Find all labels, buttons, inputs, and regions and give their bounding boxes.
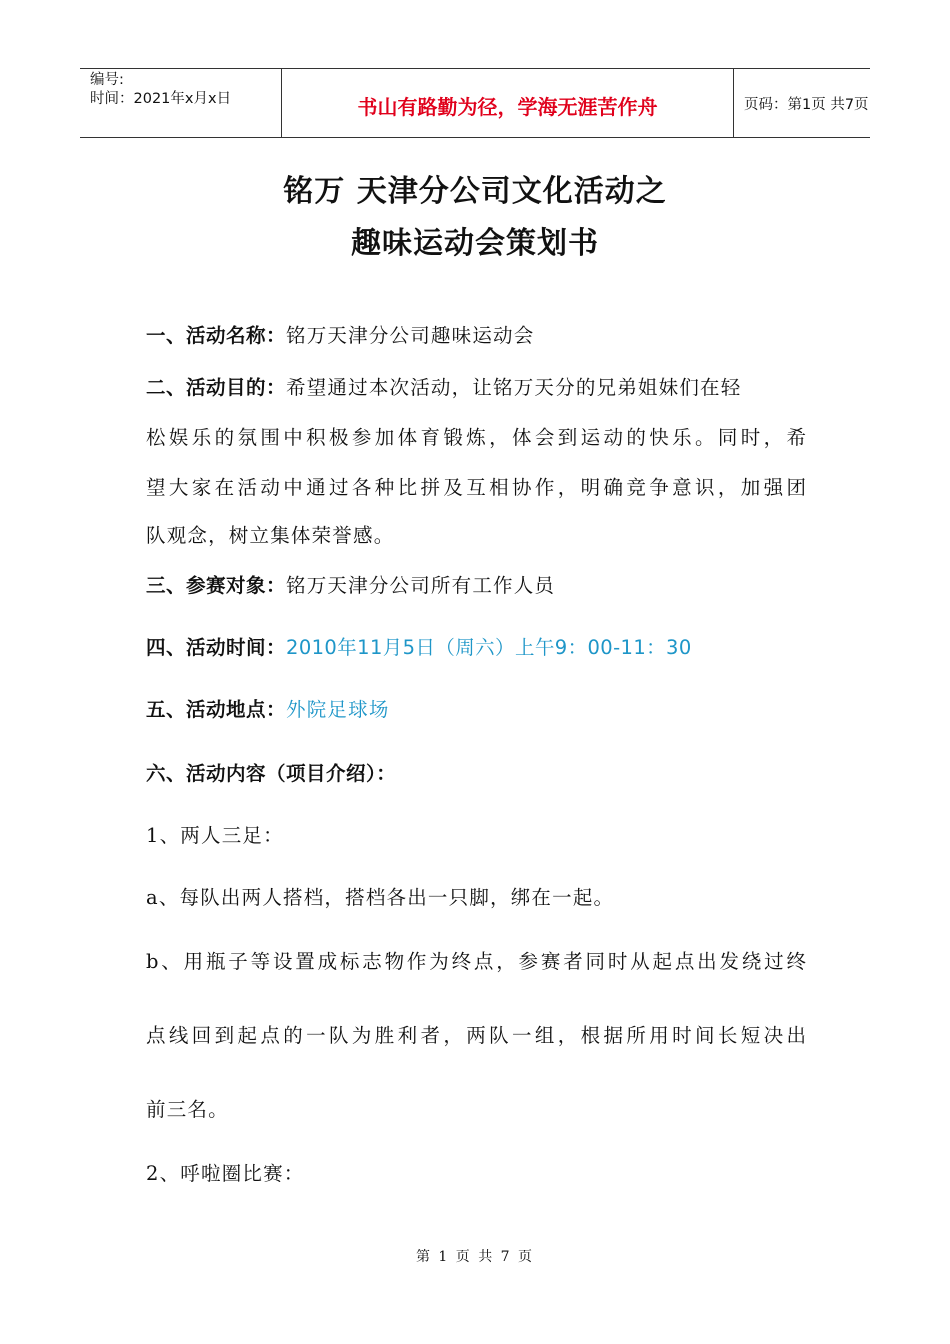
header-meta-cell bbox=[80, 69, 282, 137]
section-label: 三、参赛对象： bbox=[146, 574, 287, 597]
paragraph-line: 队观念，树立集体荣誉感。 bbox=[146, 524, 395, 547]
section-text: 外院足球场 bbox=[286, 698, 390, 721]
section-location bbox=[146, 694, 390, 722]
section-label: 四、活动时间： bbox=[146, 636, 287, 659]
item-1-heading: 1、两人三足： bbox=[146, 824, 284, 847]
paragraph-line: 松娱乐的氛围中积极参加体育锻炼，体会到运动的快乐。同时，希 bbox=[146, 426, 806, 449]
item-1a: a、每队出两人搭档，搭档各出一只脚，绑在一起。 bbox=[146, 886, 615, 909]
paragraph-line: b、用瓶子等设置成标志物作为终点，参赛者同时从起点出发绕过终 bbox=[146, 950, 806, 973]
item-1b-line-1 bbox=[146, 946, 806, 974]
section-participants bbox=[146, 570, 555, 598]
section-content-heading bbox=[146, 758, 396, 786]
item-1b-line-2 bbox=[146, 1020, 806, 1048]
item-2-heading: 2、呼啦圈比赛： bbox=[146, 1162, 305, 1185]
page-title-line-2: 趣味运动会策划书 bbox=[351, 226, 599, 261]
header-table bbox=[80, 68, 870, 138]
section-activity-name bbox=[146, 320, 534, 348]
motto: 书山有路勤为径，学海无涯苦作舟 bbox=[282, 69, 734, 137]
section-purpose-line-1 bbox=[146, 372, 741, 400]
item-1b-line-3: 前三名。 bbox=[146, 1098, 229, 1121]
page-info: 页码：第1页 共7页 bbox=[744, 96, 869, 113]
section-label: 六、活动内容（项目介绍）： bbox=[146, 762, 397, 785]
time-label: 时间：2021年x月x日 bbox=[90, 91, 232, 107]
section-time bbox=[146, 632, 692, 660]
section-label: 二、活动目的： bbox=[146, 376, 287, 399]
section-purpose-line-2 bbox=[146, 422, 806, 450]
section-text: 铭万天津分公司趣味运动会 bbox=[286, 324, 535, 347]
section-label: 一、活动名称： bbox=[146, 324, 287, 347]
section-text: 希望通过本次活动，让铭万天分的兄弟姐妹们在轻 bbox=[286, 376, 742, 399]
section-text: 2010年11月5日（周六）上午9：00-11：30 bbox=[286, 636, 692, 659]
section-purpose-line-4 bbox=[146, 520, 394, 548]
section-label: 五、活动地点： bbox=[146, 698, 287, 721]
section-text: 铭万天津分公司所有工作人员 bbox=[286, 574, 556, 597]
paragraph-line: 点线回到起点的一队为胜利者，两队一组，根据所用时间长短决出 bbox=[146, 1024, 806, 1047]
number-label: 编号: bbox=[90, 72, 124, 88]
page-footer: 第 1 页 共 7 页 bbox=[415, 1249, 535, 1265]
page-title-line-1: 铭万 天津分公司文化活动之 bbox=[283, 174, 667, 209]
section-purpose-line-3 bbox=[146, 472, 806, 500]
paragraph-line: 望大家在活动中通过各种比拼及互相协作，明确竞争意识，加强团 bbox=[146, 476, 806, 499]
